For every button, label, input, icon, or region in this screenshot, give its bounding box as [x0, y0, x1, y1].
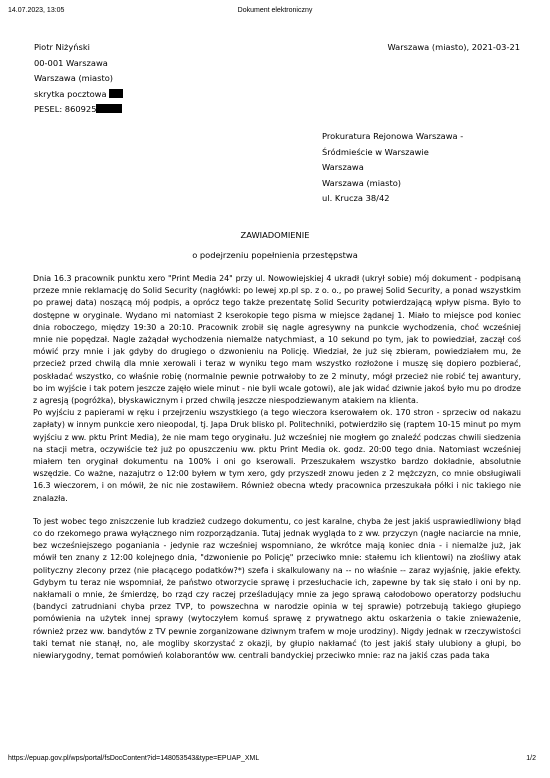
document-title: ZAWIADOMIENIE [240, 230, 310, 240]
sender-city: Warszawa (miasto) [34, 73, 114, 84]
body-paragraph: Po wyjściu z papierami w ręku i przejrzeniu wszystkiego (a tego wieczora kserowałem ok. 170 stron - sprzeciw od nakazu zapłaty) w innym punkcie xero nieopodal, tj. Japa Druk blisko pl. Politechniki, potwierdziło się (raptem 10-15 minut po mym wyjściu z ww. pktu Print Media), że nie mam tego oryginału. Już wcześniej nie mogłem go znaleźć podczas chwili siedzenia na stacji metra, oczywiście też już po opuszczeniu ww. pktu Print Media ok. godz. 20:00 tego dnia. Natomiast wcześniej miałem ten oryginał dokumentu na 100% i oni go kserowali. Przeszukałem wszystko bardzo dokładnie, absolutnie wszędzie. Co ważne, nazajutrz o 12:00 byłem w tym xero, gdy przyszedł znowu jeden z 2 mężczyzn, co mnie obsługiwali 16.3 wieczorem, i on mówił, że nic nie zostawiłem. Również obecna wtedy pracownica przeszukała półki i nic takiego nie znalazła. [33, 408, 521, 503]
sender-block [34, 40, 123, 118]
addressee-block [322, 129, 463, 207]
addressee-line: Warszawa [322, 162, 364, 173]
redaction-box [96, 104, 122, 113]
footer-url: https://epuap.gov.pl/wps/portal/fsDocContent?id=148053543&type=EPUAP_XML [8, 755, 260, 762]
redaction-box [109, 89, 123, 98]
place-and-date: Warszawa (miasto), 2021-03-21 [387, 42, 520, 52]
addressee-line: Śródmieście w Warszawie [322, 146, 429, 157]
page-number: 1/2 [526, 755, 536, 762]
document-body [33, 273, 521, 662]
print-timestamp: 14.07.2023, 13:05 [8, 7, 65, 14]
sender-pesel-line [34, 102, 123, 118]
addressee-line: Prokuratura Rejonowa Warszawa - [322, 131, 464, 141]
addressee-line: Warszawa (miasto) [322, 177, 402, 188]
sender-po-box-line [34, 87, 123, 103]
body-paragraph: Dnia 16.3 pracownik punktu xero "Print Media 24" przy ul. Nowowiejskiej 4 ukradł (ukrył sobie) mój dokument - podpisaną przeze mnie reklamację do Solid Security (nagłówki: po lewej xp.pl sp. z o. o., po prawej Solid Security, a ponad wszystkim po prawej data) noszącą mój podpis, a oprócz tego także prezentatę Solid Security potwierdzającą wpływ pisma. Było to dostępne w oryginale. Wydano mi natomiast 2 kserokopie tego pisma w miejsce żądanej 1. Miało to miejsce pod koniec dnia roboczego, między 19:30 a 20:10. Pracownik zrobił się nagle agresywny na punkcie wychodzenia, choć wcześniej mnie nie popędzał. Nagle zażądał wychodzenia niemalże natychmiast, a 10 sekund po tym, jak to powiedział, zaczął coś mówić przy mnie i jak gdyby do drugiego o dzwonieniu na Policję. Wiedział, że już się zbieram, powiedziałem mu, że przecież przed chwilą dla mnie xerowali i teraz w wyniku tego mam wszystko rozłożone i muszę się dopiero pozbierać, poskładać wszystko, co właśnie robię (normalnie pewnie potrwałoby to ze 2 minuty, mógł przecież nie robić tej awantury, bo im wyjście i tak potem jeszcze zajęło wiele minut - nie byli wcale gotowi), ale jak widać dziwnie jakoś było mu po drodze z agresją (pogróżka), błyskawicznym i przed chwilą jeszcze niespodziewanym atakiem na klienta. [33, 274, 521, 406]
addressee-line: ul. Krucza 38/42 [322, 193, 390, 204]
sender-postal: 00-001 Warszawa [34, 57, 108, 68]
sender-po-box: skrytka pocztowa [34, 88, 107, 99]
document-subtitle: o podejrzeniu popełnienia przestępstwa [192, 250, 358, 260]
sender-pesel: PESEL: 860925 [34, 104, 97, 115]
body-paragraph: To jest wobec tego zniszczenie lub kradzież cudzego dokumentu, co jest karalne, chyba że jest jakiś usprawiedliwiony błąd co do rzekomego prawa wyłącznego nim rozporządzania. Tutaj jednak wygląda to z ww. przyczyn (nagłe naciarcie na mnie, bez wcześniejszego poganiania - jedynie raz wcześniej wspomniano, że wkrótce mają koniec dnia - i niemalże już, jak mówił ten znany z 12:00 kolejnego dnia, "dzwonienie po Policję" przeciwko mnie: stałemu ich klientowi) na złośliwy atak polityczny zlecony przez (nie płacącego podatków?*) szefa i skalkulowany na -- no właśnie -- zaraz wyjaśnię, jakie efekty. Gdybym tu teraz nie wspomniał, że państwo otworzycie sprawę i przesłuchacie ich, zapewne by tak się stało i oni by np. nakłamali o mnie, że śmierdzę, bo rząd czy raczej prześladujący mnie za jego sprawą całodobowo operatorzy podsłuchu (bandyci zatrudniani chyba przez TVP, to powszechna w narodzie opinia w tej sprawie) potrzebują takiego głupiego pomówienia na użytek innej sprawy (wytoczyłem komuś sprawę z prywatnego aktu oskarżenia o takie znieważenie, również przez ww. bandytów z TV pewnie zorganizowane dziwnym trafem w moje urodziny). Nigdy jednak w rzeczywistości taki temat nie stanął, no, ale mogliby skorzystać z okazji, by głupio nakłamać (to jest jakiś stały ulubiony a głupi, bo niewiarygodny, temat pomówień kolaborantów ww. centrali bandyckiej przeciwko mnie: raz na jakiś czas pada taka [33, 516, 521, 661]
document-type-header: Dokument elektroniczny [237, 7, 313, 14]
sender-name: Piotr Niżyński [34, 42, 90, 52]
